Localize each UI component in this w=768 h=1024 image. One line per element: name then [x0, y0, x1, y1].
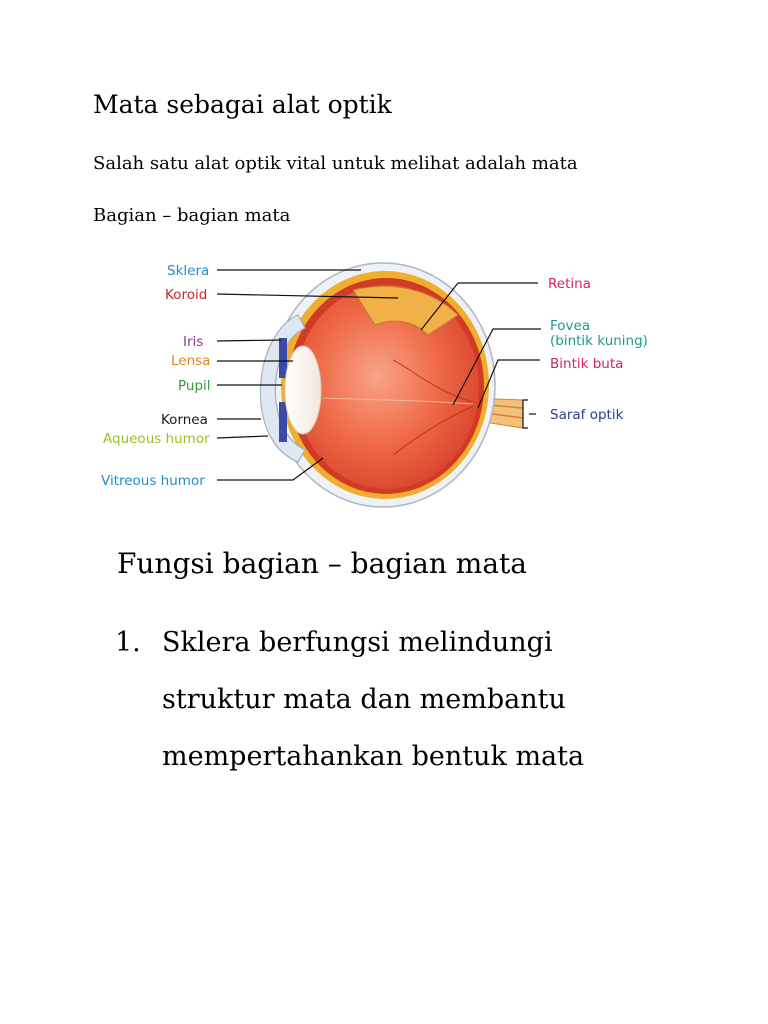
label-retina: Retina [548, 276, 591, 292]
lens-shape [285, 346, 321, 434]
functions-list [115, 614, 675, 785]
label-koroid: Koroid [165, 287, 208, 303]
label-iris: Iris [183, 334, 204, 350]
label-lensa: Lensa [171, 353, 211, 369]
functions-heading: Fungsi bagian – bagian mata [117, 547, 527, 580]
label-bintik-buta: Bintik buta [550, 356, 624, 372]
intro-text: Salah satu alat optik vital untuk melihat adalah mata [93, 153, 578, 174]
label-fovea-sub: (bintik kuning) [550, 333, 648, 349]
label-vitreous-humor: Vitreous humor [101, 473, 205, 489]
label-pupil: Pupil [178, 378, 211, 394]
parts-heading: Bagian – bagian mata [93, 205, 291, 226]
list-item [115, 614, 675, 785]
label-aqueous-humor: Aqueous humor [103, 431, 210, 447]
list-item-number: 1. [115, 627, 141, 658]
page-title: Mata sebagai alat optik [93, 90, 392, 119]
label-sklera: Sklera [167, 263, 210, 279]
label-kornea: Kornea [161, 412, 208, 428]
list-item-text: Sklera berfungsi melindungi struktur mata dan membantu mempertahankan bentuk mata [162, 627, 585, 772]
label-saraf-optik: Saraf optik [550, 407, 624, 423]
label-fovea: Fovea [550, 318, 591, 334]
eye-anatomy-diagram [93, 250, 659, 515]
